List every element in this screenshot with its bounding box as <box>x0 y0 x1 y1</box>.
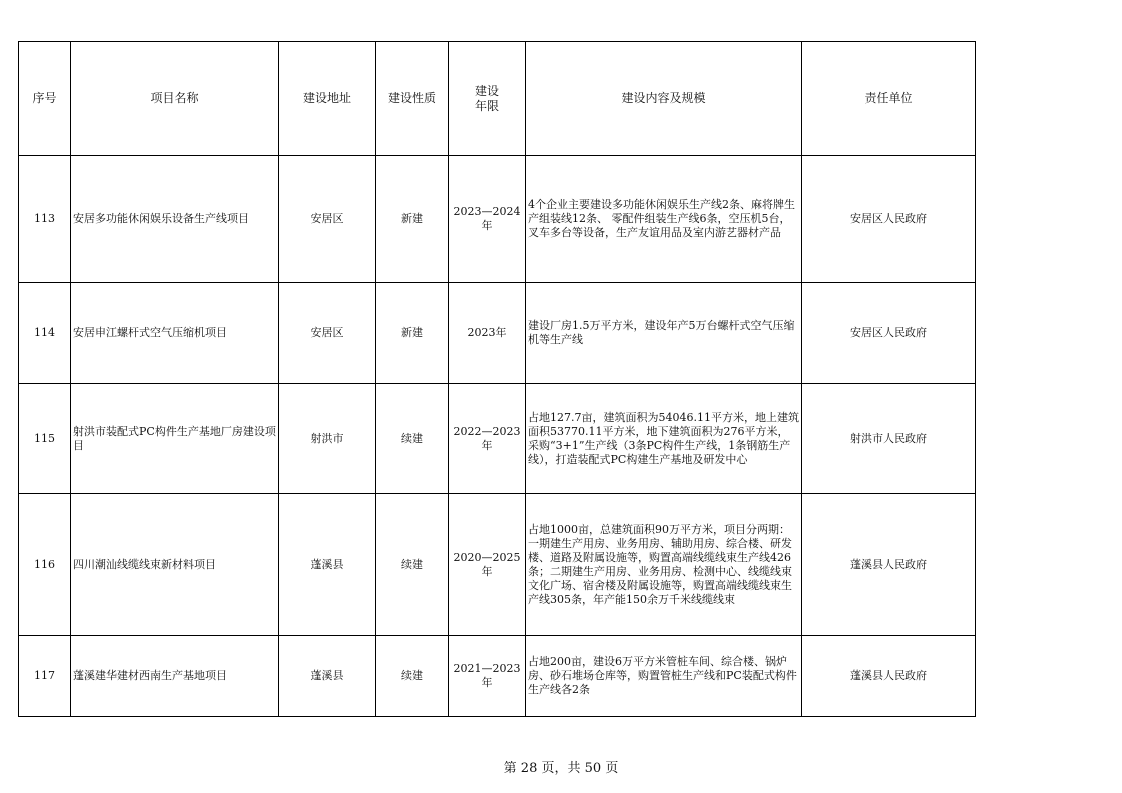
footer-suffix: 页 <box>605 761 619 776</box>
footer-prefix: 第 <box>503 761 517 776</box>
row-project-name: 蓬溪建华建材西南生产基地项目 <box>71 636 279 717</box>
row-content: 占地200亩，建设6万平方米管桩车间、综合楼、锅炉房、砂石堆场仓库等，购置管桩生产线和PC装配式构件生产线各2条 <box>526 636 802 717</box>
header-row <box>19 42 976 156</box>
row-project-name: 四川潮汕线缆线束新材料项目 <box>71 494 279 636</box>
header-period-line2: 年限 <box>474 98 499 113</box>
footer-total-pages: 50 <box>584 761 602 776</box>
table-row <box>19 156 976 283</box>
row-unit: 蓬溪县人民政府 <box>802 494 976 636</box>
row-unit: 蓬溪县人民政府 <box>802 636 976 717</box>
header-index: 序号 <box>19 42 71 156</box>
table-row <box>19 636 976 717</box>
row-period: 2021—2023年 <box>449 636 526 717</box>
row-period: 2023—2024年 <box>449 156 526 283</box>
table-row <box>19 494 976 636</box>
row-project-name: 安居申江螺杆式空气压缩机项目 <box>71 283 279 384</box>
row-content: 4个企业主要建设多功能休闲娱乐生产线2条、麻将牌生产组装线12条、 零配件组装生产线6条，空压机5台，叉车多台等设备，生产友谊用品及室内游艺器材产品 <box>526 156 802 283</box>
row-project-name: 安居多功能休闲娱乐设备生产线项目 <box>71 156 279 283</box>
row-period: 2020—2025年 <box>449 494 526 636</box>
projects-table <box>18 41 976 717</box>
row-index: 116 <box>19 494 71 636</box>
header-period <box>449 42 526 156</box>
row-period: 2022—2023年 <box>449 384 526 494</box>
header-unit: 责任单位 <box>802 42 976 156</box>
row-content: 占地1000亩，总建筑面积90万平方米，项目分两期：一期建生产用房、业务用房、辅助用房、综合楼、研发楼、道路及附属设施等，购置高端线缆线束生产线426条；二期建生产用房、业务用房、检测中心、线缆线束文化广场、宿舍楼及附属设施等，购置高端线缆线束生产线305条，年产能150余万千米线缆线束 <box>526 494 802 636</box>
page-footer <box>0 757 1122 776</box>
row-location: 安居区 <box>279 156 376 283</box>
row-nature: 续建 <box>376 494 449 636</box>
row-location: 安居区 <box>279 283 376 384</box>
header-period-line1: 建设 <box>474 83 499 98</box>
header-nature: 建设性质 <box>376 42 449 156</box>
row-nature: 续建 <box>376 636 449 717</box>
row-nature: 新建 <box>376 283 449 384</box>
row-content: 占地127.7亩，建筑面积为54046.11平方米，地上建筑面积53770.11平方米，地下建筑面积为276平方米，采购“3+1”生产线（3条PC构件生产线，1条钢筋生产线），打造装配式PC构建生产基地及研发中心 <box>526 384 802 494</box>
table-row <box>19 384 976 494</box>
footer-page-number: 28 <box>520 761 538 776</box>
header-name: 项目名称 <box>71 42 279 156</box>
row-location: 蓬溪县 <box>279 636 376 717</box>
footer-middle: 页，共 <box>541 761 581 776</box>
row-nature: 续建 <box>376 384 449 494</box>
row-content: 建设厂房1.5万平方米，建设年产5万台螺杆式空气压缩机等生产线 <box>526 283 802 384</box>
row-index: 117 <box>19 636 71 717</box>
header-content: 建设内容及规模 <box>526 42 802 156</box>
row-index: 115 <box>19 384 71 494</box>
row-project-name: 射洪市装配式PC构件生产基地厂房建设项目 <box>71 384 279 494</box>
table-row <box>19 283 976 384</box>
row-location: 射洪市 <box>279 384 376 494</box>
row-unit: 射洪市人民政府 <box>802 384 976 494</box>
header-location: 建设地址 <box>279 42 376 156</box>
row-nature: 新建 <box>376 156 449 283</box>
row-unit: 安居区人民政府 <box>802 156 976 283</box>
row-index: 113 <box>19 156 71 283</box>
row-period: 2023年 <box>449 283 526 384</box>
row-location: 蓬溪县 <box>279 494 376 636</box>
row-index: 114 <box>19 283 71 384</box>
row-unit: 安居区人民政府 <box>802 283 976 384</box>
